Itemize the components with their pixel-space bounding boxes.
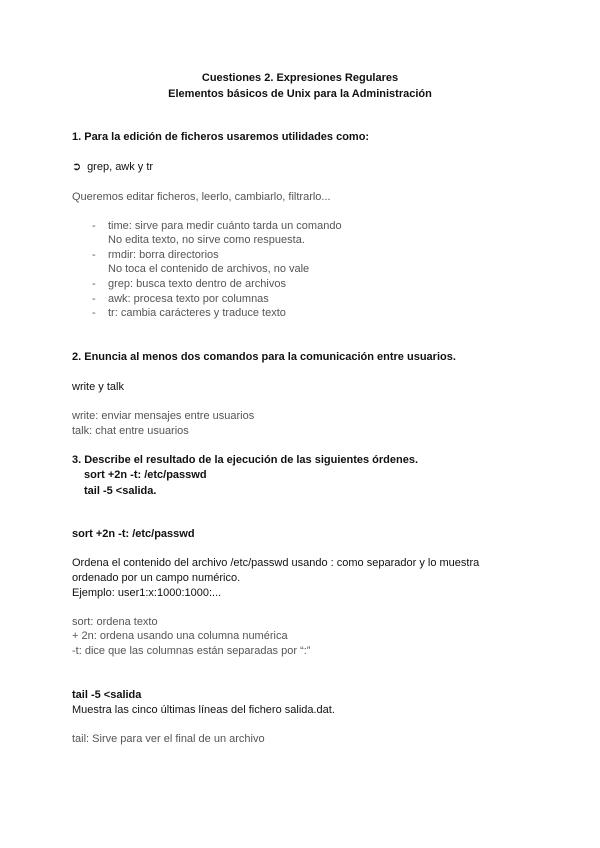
arrow-right-icon: ➲ [72,161,82,173]
tail-description: Muestra las cinco últimas líneas del fichero salida.dat. [72,704,335,716]
question-2-answer: write y talk [72,381,124,393]
sort-note: sort: ordena texto [72,616,158,628]
list-item: tr: cambia carácteres y traduce texto [108,307,286,319]
list-item-continuation: No edita texto, no sirve como respuesta. [108,234,305,246]
bullet-marker: - [92,278,96,290]
sort-note: -t: dice que las columnas están separadas por “:” [72,645,311,657]
bullet-marker: - [92,220,96,232]
list-item: time: sirve para medir cuánto tarda un comando [108,220,342,232]
question-1-answer [72,160,153,174]
question-1-answer-text: grep, awk y tr [87,161,154,173]
question-2-detail: talk: chat entre usuarios [72,425,189,437]
question-3-command: tail -5 <salida. [84,485,157,497]
list-item: rmdir: borra directorios [108,249,219,261]
list-item: awk: procesa texto por columnas [108,293,269,305]
sort-section-title: sort +2n -t: /etc/passwd [72,528,195,540]
bullet-marker: - [92,249,96,261]
tail-section-title: tail -5 <salida [72,689,142,701]
doc-subtitle: Elementos básicos de Unix para la Administración [168,88,432,100]
question-1-heading: 1. Para la edición de ficheros usaremos utilidades como: [72,131,370,143]
list-item: grep: busca texto dentro de archivos [108,278,286,290]
sort-description: Ordena el contenido del archivo /etc/passwd usando : como separador y lo muestra [72,557,480,569]
question-2-detail: write: enviar mensajes entre usuarios [72,410,255,422]
sort-example: Ejemplo: user1:x:1000:1000:... [72,587,222,599]
question-3-command: sort +2n -t: /etc/passwd [84,469,207,481]
list-item-continuation: No toca el contenido de archivos, no vale [108,263,310,275]
question-1-intro: Queremos editar ficheros, leerlo, cambiarlo, filtrarlo... [72,191,331,203]
question-3-heading: 3. Describe el resultado de la ejecución de las siguientes órdenes. [72,454,419,466]
sort-description-continuation: ordenado por un campo numérico. [72,572,241,584]
question-2-heading: 2. Enuncia al menos dos comandos para la comunicación entre usuarios. [72,351,456,363]
sort-note: + 2n: ordena usando una columna numérica [72,630,288,642]
doc-title: Cuestiones 2. Expresiones Regulares [201,72,399,84]
tail-note: tail: Sirve para ver el final de un archivo [72,733,265,745]
bullet-marker: - [92,293,96,305]
bullet-marker: - [92,307,96,319]
